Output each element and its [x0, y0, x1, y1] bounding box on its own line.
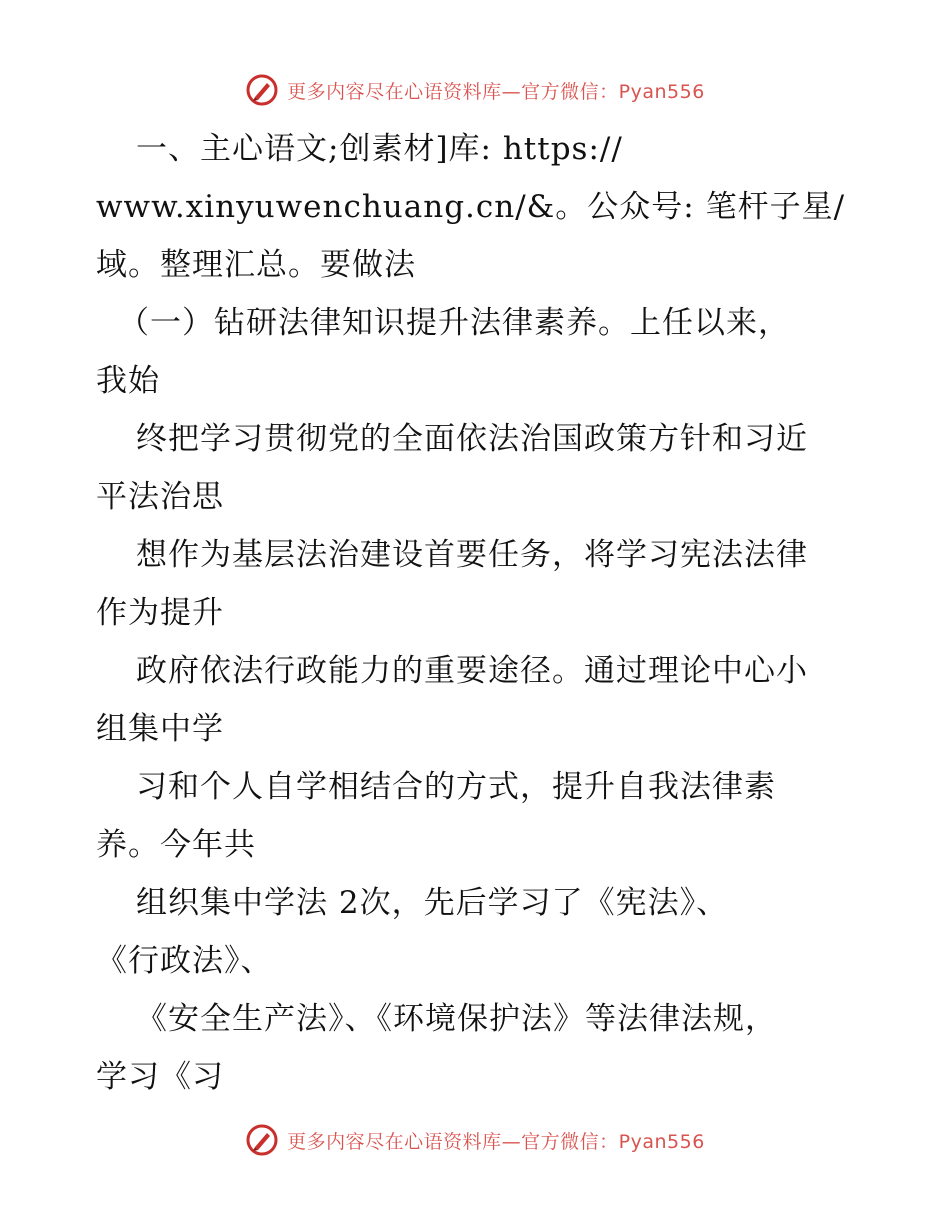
text-line: 学习《习: [96, 1059, 224, 1095]
text-line: 《行政法》、: [96, 943, 273, 979]
text-line: 作为提升: [96, 595, 224, 631]
footer-banner: [0, 1120, 950, 1160]
banner-text: 更多内容尽在心语资料库—官方微信：Pyan556: [287, 80, 705, 103]
text-line: 终把学习贯彻党的全面依法治国政策方针和习近: [136, 421, 808, 457]
text-line: 我始: [96, 363, 160, 399]
text-line: 组集中学: [96, 711, 224, 747]
text-line: 一、主心语文;创素材]库: https://: [136, 131, 623, 167]
text-line: 域。整理汇总。要做法: [96, 247, 416, 283]
wechat-id: Pyan556: [618, 1130, 705, 1153]
text-line: 习和个人自学相结合的方式，提升自我法律素: [136, 769, 776, 805]
text-line: 政府依法行政能力的重要途径。通过理论中心小: [136, 653, 808, 689]
pen-logo-icon: [245, 1123, 279, 1157]
wechat-id: Pyan556: [618, 80, 705, 103]
text-line: www.xinyuwenchuang.cn/&。公众号: 笔杆子星/: [96, 189, 846, 225]
text-line: 《安全生产法》、《环境保护法》等法律法规，: [136, 1001, 777, 1037]
header-banner: [0, 70, 950, 110]
text-line: 平法治思: [96, 479, 224, 515]
pen-logo-icon: [245, 73, 279, 107]
text-line: 想作为基层法治建设首要任务，将学习宪法法律: [136, 537, 808, 573]
banner-text: 更多内容尽在心语资料库—官方微信：Pyan556: [287, 1130, 705, 1153]
text-line: 组织集中学法 2次，先后学习了《宪法》、: [136, 885, 729, 921]
document-body: [96, 120, 866, 1106]
text-line: 养。今年共: [96, 827, 256, 863]
text-line: （一）钻研法律知识提升法律素养。上任以来，: [118, 305, 790, 341]
